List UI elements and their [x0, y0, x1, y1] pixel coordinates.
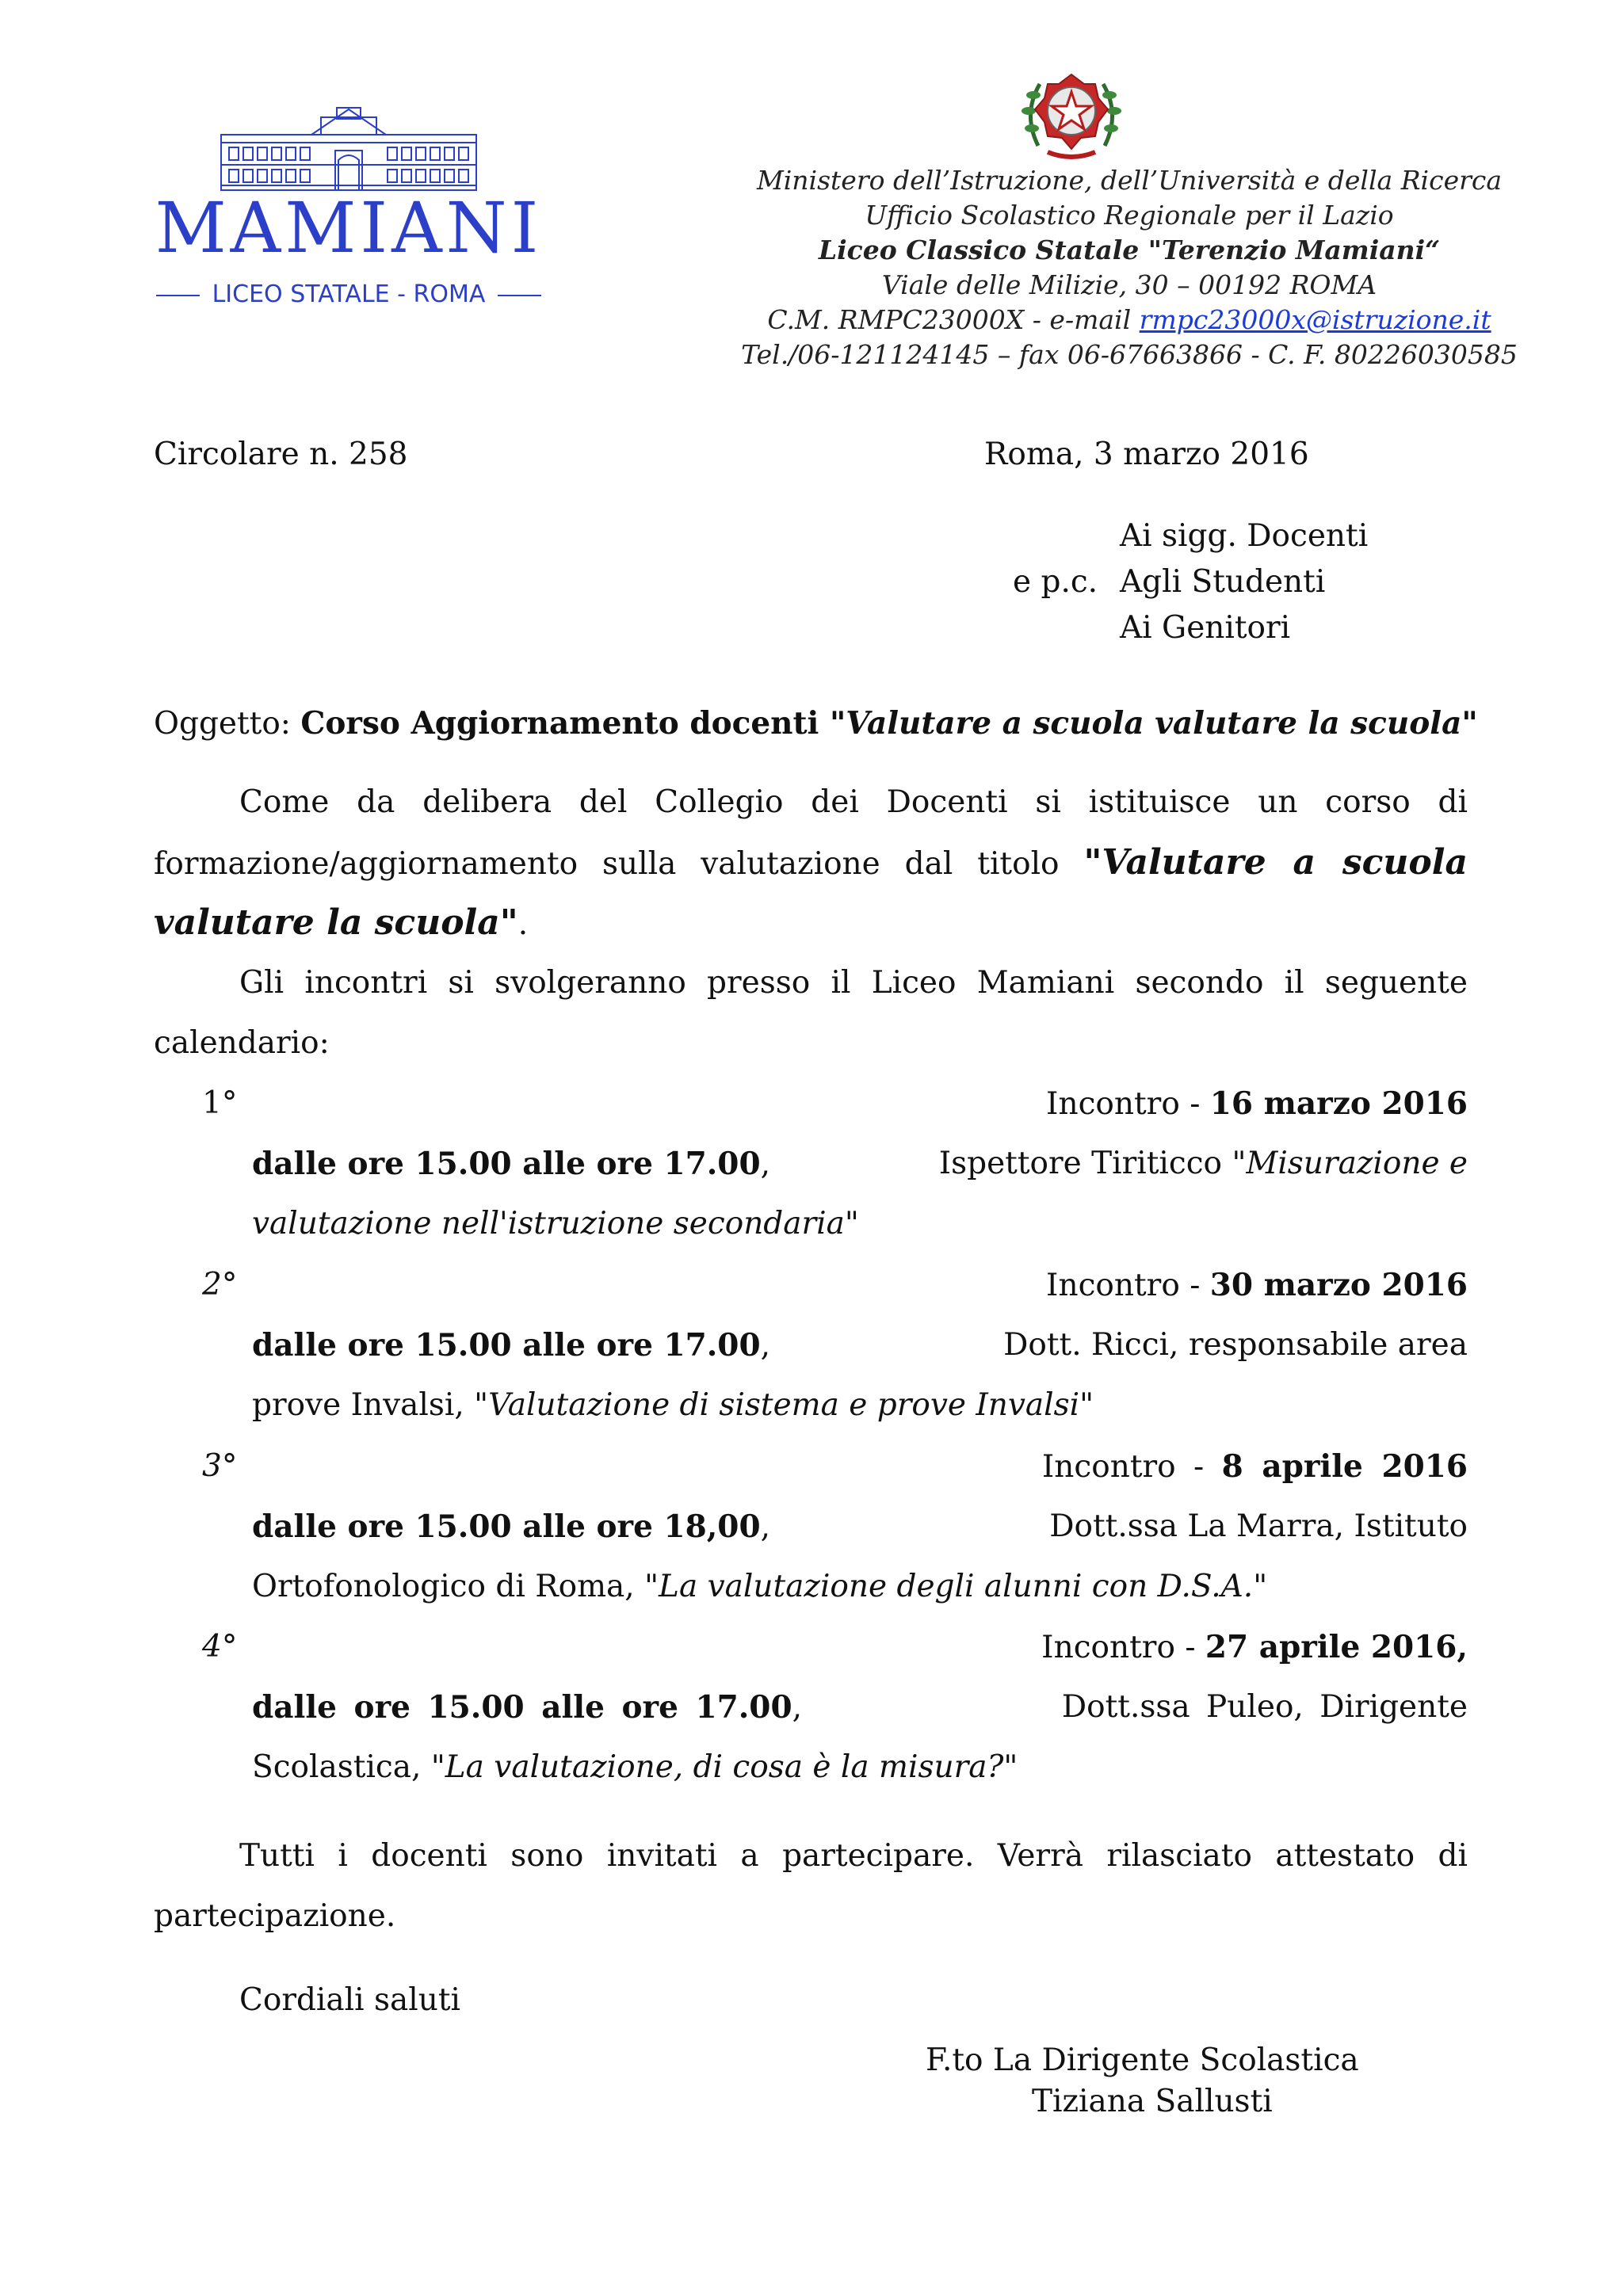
closing-line2: partecipazione.	[154, 1898, 396, 1934]
email-link[interactable]: rmpc23000x@istruzione.it	[1139, 304, 1491, 335]
recipient-students: Agli Studenti	[1120, 564, 1326, 600]
school-contacts: Tel./06-121124145 – fax 06-67663866 - C. F. 80226030585	[741, 339, 1518, 370]
paragraph-calendar-line2: calendario:	[154, 1025, 330, 1061]
meeting-3-title: Ortofonologico di Roma, "La valutazione degli alunni con D.S.A."	[252, 1569, 1268, 1604]
meeting-1-title: valutazione nell'istruzione secondaria"	[252, 1206, 859, 1241]
signature-role: F.to La Dirigente Scolastica	[926, 2042, 1359, 2078]
meeting-3-date: Incontro - 8 aprile 2016	[1041, 1448, 1468, 1485]
school-address: Viale delle Milizie, 30 – 00192 ROMA	[881, 269, 1377, 300]
school-logo	[127, 101, 571, 315]
paragraph-intro-line3: valutare la scuola".	[154, 902, 529, 943]
school-name: Liceo Classico Statale "Terenzio Mamiani“	[818, 235, 1441, 265]
regional-office: Ufficio Scolastico Regionale per il Lazio	[865, 200, 1394, 231]
circular-date: Roma, 3 marzo 2016	[984, 437, 1309, 472]
italian-republic-emblem-icon	[1016, 67, 1127, 165]
logo-subtitle: LICEO STATALE - ROMA	[127, 280, 571, 308]
meeting-2-number: 2°	[202, 1267, 238, 1302]
closing-greeting: Cordiali saluti	[239, 1982, 460, 2018]
signature-name: Tiziana Sallusti	[1032, 2084, 1273, 2119]
meeting-3-number: 3°	[202, 1448, 238, 1484]
meeting-4-time: dalle ore 15.00 alle ore 17.00,	[252, 1689, 802, 1726]
meeting-1-date: Incontro - 16 marzo 2016	[1046, 1085, 1468, 1122]
circular-number: Circolare n. 258	[154, 437, 408, 472]
logo-brand: MAMIANI	[155, 187, 543, 269]
meeting-3-speaker: Dott.ssa La Marra, Istituto	[1049, 1508, 1468, 1544]
school-building-icon	[218, 103, 479, 192]
school-code-line: C.M. RMPC23000X - e-mail rmpc23000x@istruzione.it	[767, 304, 1491, 335]
recipient-parents: Ai Genitori	[1120, 610, 1291, 646]
meeting-3-time: dalle ore 15.00 alle ore 18,00,	[252, 1508, 770, 1545]
meeting-2-date: Incontro - 30 marzo 2016	[1046, 1267, 1468, 1303]
ministry-header	[689, 163, 1569, 372]
recipients-epc: e p.c.	[1013, 564, 1098, 600]
meeting-2-title: prove Invalsi, "Valutazione di sistema e prove Invalsi"	[252, 1387, 1094, 1423]
meeting-1-time: dalle ore 15.00 alle ore 17.00,	[252, 1146, 770, 1182]
paragraph-calendar-line1: Gli incontri si svolgeranno presso il Liceo Mamiani secondo il seguente	[239, 965, 1468, 1001]
closing-line1: Tutti i docenti sono invitati a partecipare. Verrà rilasciato attestato di	[239, 1838, 1468, 1874]
paragraph-intro-line2: formazione/aggiornamento sulla valutazione dal titolo "Valutare a scuola	[154, 842, 1468, 883]
meeting-4-title: Scolastica, "La valutazione, di cosa è la misura?"	[252, 1749, 1018, 1785]
meeting-4-speaker: Dott.ssa Puleo, Dirigente	[1061, 1689, 1468, 1725]
meeting-4-number: 4°	[202, 1629, 238, 1665]
meeting-1-speaker: Ispettore Tiriticco "Misurazione e	[938, 1146, 1468, 1181]
meeting-1-number: 1°	[202, 1085, 238, 1121]
meeting-2-speaker: Dott. Ricci, responsabile area	[1003, 1327, 1468, 1363]
subject-line: Oggetto: Corso Aggiornamento docenti "Valutare a scuola valutare la scuola"	[154, 705, 1478, 742]
paragraph-intro-line1: Come da delibera del Collegio dei Docenti si istituisce un corso di	[239, 784, 1468, 820]
meeting-4-date: Incontro - 27 aprile 2016,	[1041, 1629, 1468, 1665]
meeting-2-time: dalle ore 15.00 alle ore 17.00,	[252, 1327, 770, 1363]
ministry-name: Ministero dell’Istruzione, dell’Università e della Ricerca	[756, 165, 1503, 196]
recipient-teachers: Ai sigg. Docenti	[1120, 518, 1369, 554]
